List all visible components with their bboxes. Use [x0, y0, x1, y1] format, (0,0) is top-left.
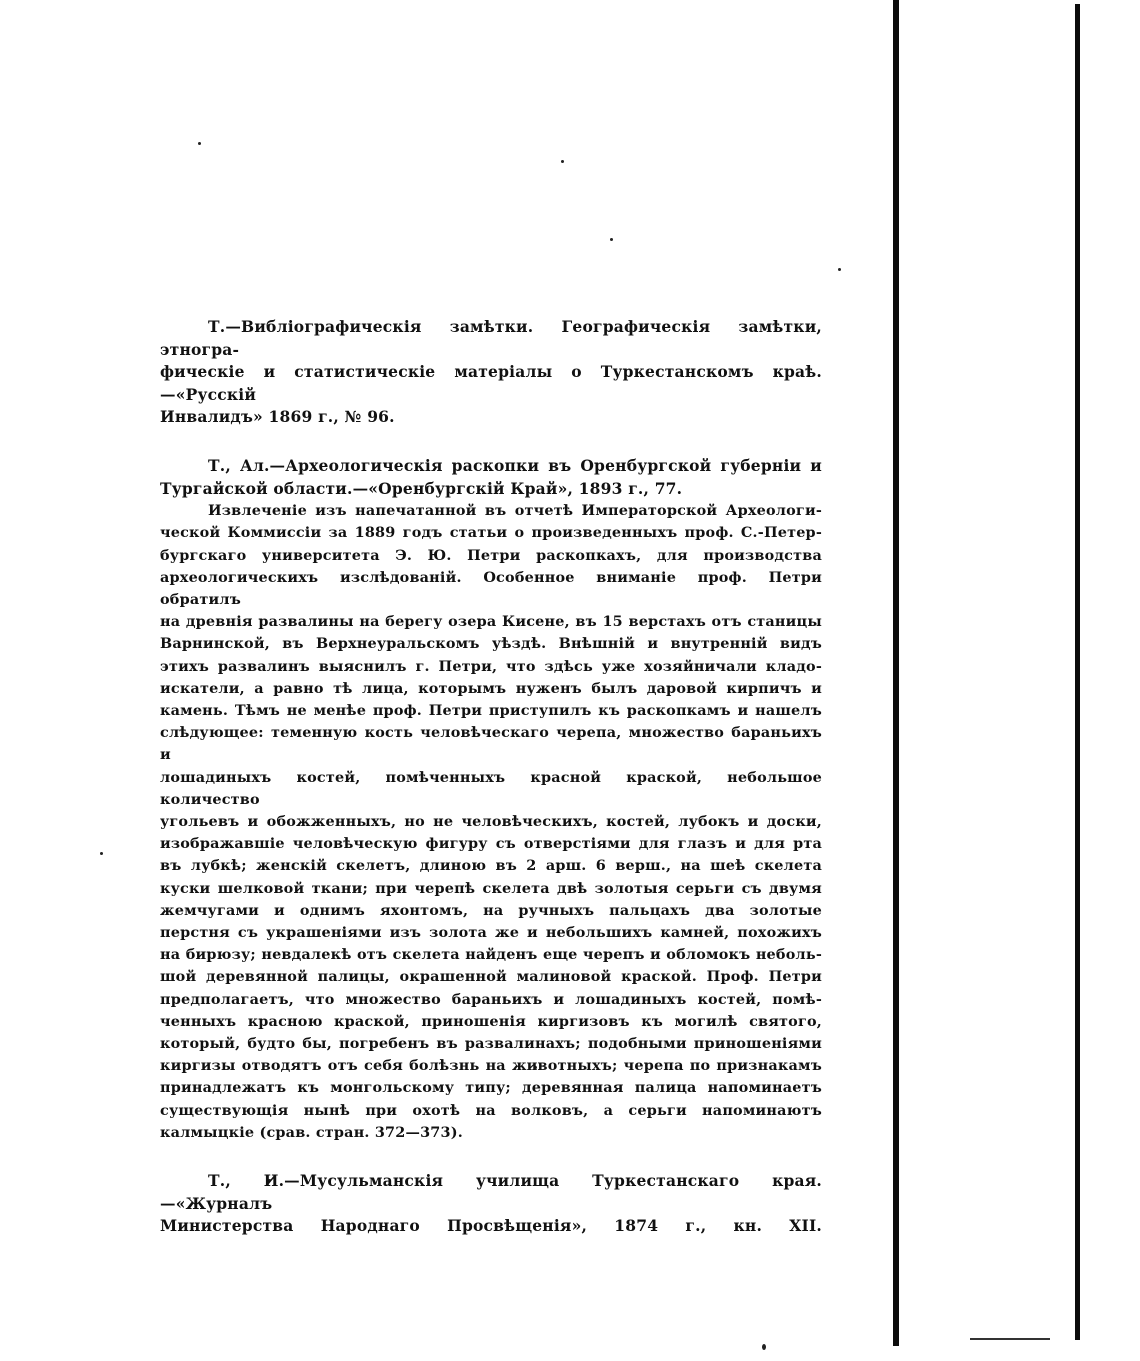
- annotation-line: перстня съ украшеніями изъ золота же и небольшихъ камней, похожихъ: [160, 924, 822, 942]
- annotation-line: который, будто бы, погребенъ въ развалинахъ; подобными приношеніями: [160, 1035, 822, 1053]
- annotation-line: лошадиныхъ костей, помѣченныхъ красной краской, небольшое количество: [160, 768, 822, 808]
- entry-line: Министерства Народнаго Просвѣщенія», 1874 г., кн. XII.: [160, 1216, 822, 1236]
- annotation-line: принадлежатъ къ монгольскому типу; деревянная палица напоминаетъ: [160, 1079, 822, 1097]
- annotation-line: слѣдующее: теменную кость человѣческаго черепа, множество бараньихъ и: [160, 724, 822, 764]
- annotation-line: бургскаго университета Э. Ю. Петри раскопкахъ, для производства: [160, 546, 822, 564]
- scan-speck: [610, 238, 613, 241]
- scan-speck: [561, 160, 564, 163]
- entry-line: Тургайской области.—«Оренбургскій Край», 1893 г., 77.: [160, 478, 683, 498]
- entry-line: Инвалидъ» 1869 г., № 96.: [160, 407, 395, 427]
- entry-line: Т., Ал.—Археологическія раскопки въ Оренбургской губерніи и: [208, 455, 822, 475]
- entry-line: Т., И.—Мусульманскія училища Туркестанскаго края.—«Журналъ: [160, 1171, 822, 1213]
- annotation-line: камень. Тѣмъ не менѣе проф. Петри приступилъ къ раскопкамъ и нашелъ: [160, 701, 822, 719]
- bibliography-entry: [160, 316, 822, 429]
- entry-line: Т.—Вибліографическія замѣтки. Географическія замѣтки, этногра-: [160, 317, 822, 359]
- annotation-line: въ лубкѣ; женскій скелетъ, длиною въ 2 арш. 6 верш., на шеѣ скелета: [160, 857, 822, 875]
- scan-speck: [838, 268, 841, 271]
- bibliography-entry: [160, 1170, 822, 1238]
- scan-speck: [100, 852, 103, 855]
- annotation-line: археологическихъ изслѣдованій. Особенное вниманіе проф. Петри обратилъ: [160, 568, 822, 608]
- bibliography-entry: [160, 455, 822, 1144]
- entry-line: фическіе и статистическіе матеріалы о Туркестанскомъ краѣ.—«Русскій: [160, 362, 822, 404]
- annotation-line: ческой Коммиссіи за 1889 годъ статьи о произведенныхъ проф. С.-Петер-: [160, 524, 822, 542]
- scan-speck: [198, 142, 201, 145]
- annotation-line: на бирюзу; невдалекѣ отъ скелета найденъ еще черепъ и обломокъ неболь-: [160, 946, 822, 964]
- annotation-line: искатели, а равно тѣ лица, которымъ нуженъ былъ даровой кирпичъ и: [160, 679, 822, 697]
- annotation-line: изображавшіе человѣческую фигуру съ отверстіями для глазъ и для рта: [160, 835, 822, 853]
- annotation-line: куски шелковой ткани; при черепѣ скелета двѣ золотыя серьги съ двумя: [160, 879, 822, 897]
- annotation-line: существующія нынѣ при охотѣ на волковъ, а серьги напоминаютъ: [160, 1101, 822, 1119]
- annotation-line: ченныхъ красною краской, приношенія киргизовъ къ могилѣ святого,: [160, 1012, 822, 1030]
- annotation-line: калмыцкіе (срав. стран. 372—373).: [160, 1123, 463, 1141]
- annotation-line: этихъ развалинъ выяснилъ г. Петри, что здѣсь уже хозяйничали кладо-: [160, 657, 822, 675]
- annotation-line: на древнія развалины на берегу озера Кисене, въ 15 верстахъ отъ станицы: [160, 613, 822, 631]
- scan-artifact-line: [970, 1338, 1050, 1340]
- annotation-line: шой деревянной палицы, окрашенной малиновой краской. Проф. Петри: [160, 968, 822, 986]
- annotation-line: предполагаетъ, что множество бараньихъ и лошадиныхъ костей, помѣ-: [160, 990, 822, 1008]
- annotation-line: Варнинской, въ Верхнеуральскомъ уѣздѣ. Внѣшній и внутренній видъ: [160, 635, 822, 653]
- annotation-line: киргизы отводятъ отъ себя болѣзнь на животныхъ; черепа по признакамъ: [160, 1057, 822, 1075]
- bibliography-column: [160, 316, 822, 1238]
- page-edge-shadow-right: [1075, 4, 1080, 1340]
- scan-speck: [762, 1344, 766, 1350]
- annotation-line: жемчугами и однимъ яхонтомъ, на ручныхъ пальцахъ два золотые: [160, 901, 822, 919]
- annotation-line: Извлеченіе изъ напечатанной въ отчетѣ Императорской Археологи-: [208, 502, 822, 520]
- entry-annotation: [160, 500, 822, 1144]
- page-edge-shadow-left: [893, 0, 899, 1346]
- annotation-line: угольевъ и обожженныхъ, но не человѣческихъ, костей, лубокъ и доски,: [160, 813, 822, 830]
